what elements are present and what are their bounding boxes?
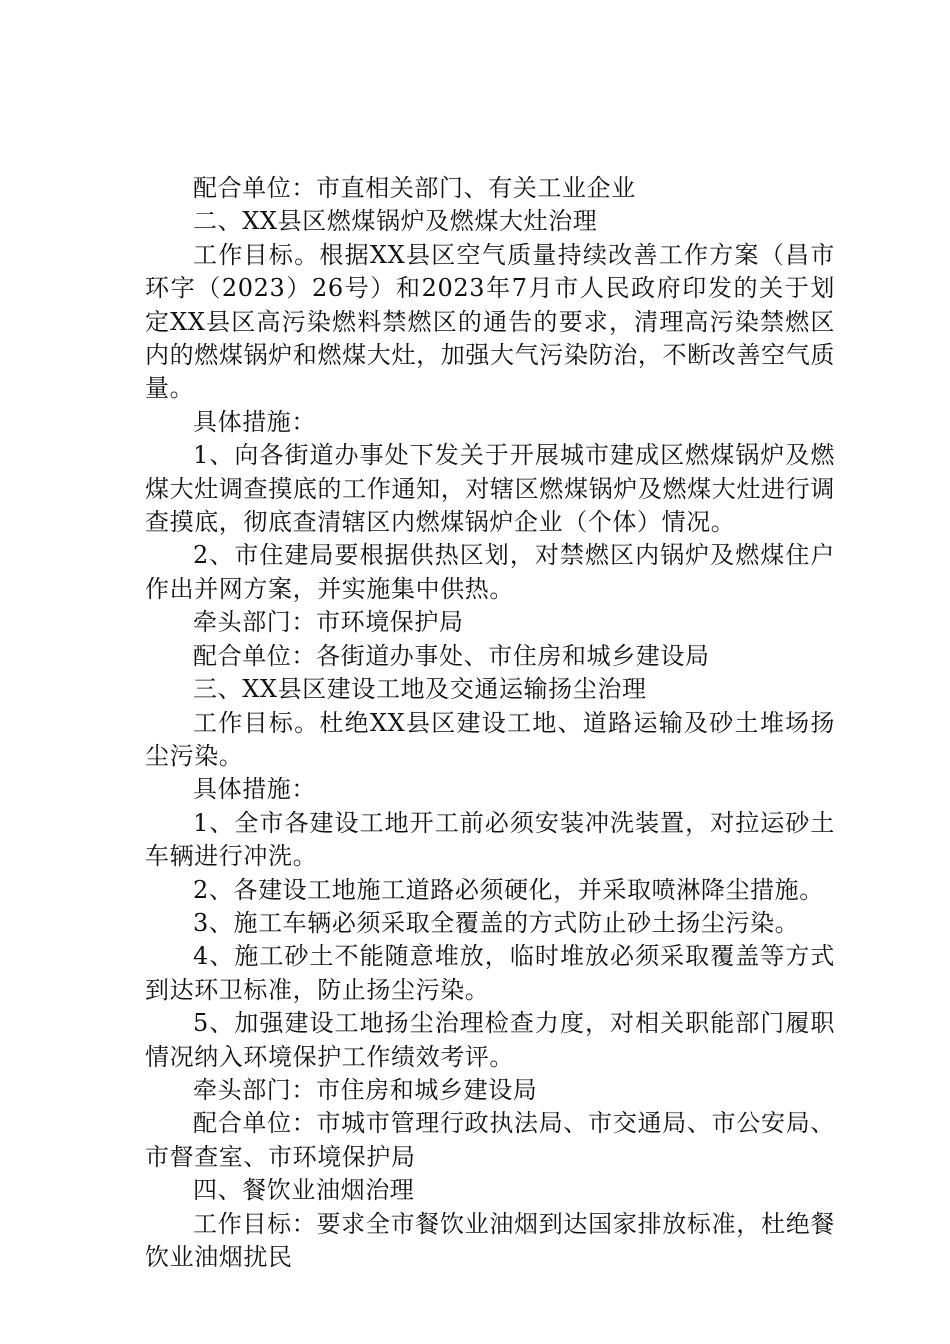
paragraph-measure-3-3: 3、施工车辆必须采取全覆盖的方式防止砂土扬尘污染。: [193, 908, 800, 937]
paragraph-work-goal-4: 工作目标：要求全市餐饮业油烟到达国家排放标准，杜绝餐饮业油烟扰民: [145, 1209, 835, 1271]
section-heading-3: 三、XX县区建设工地及交通运输扬尘治理: [193, 675, 647, 704]
section-heading-4: 四、餐饮业油烟治理: [193, 1176, 415, 1205]
paragraph-cooperating-units-3: 配合单位：市城市管理行政执法局、市交通局、市公安局、市督查室、市环境保护局: [145, 1109, 835, 1171]
paragraph-measure-3-4: 4、施工砂土不能随意堆放，临时堆放必须采取覆盖等方式到达环卫标准，防止扬尘污染。: [145, 942, 835, 1004]
paragraph-measures-label-3: 具体措施：: [193, 775, 316, 804]
paragraph-lead-dept-3: 牵头部门：市住房和城乡建设局: [193, 1075, 538, 1104]
section-heading-2: 二、XX县区燃煤锅炉及燃煤大灶治理: [193, 207, 598, 236]
paragraph-measures-label-2: 具体措施：: [193, 407, 316, 436]
paragraph-measure-3-5: 5、加强建设工地扬尘治理检查力度，对相关职能部门履职情况纳入环境保护工作绩效考评。: [145, 1009, 835, 1071]
paragraph-work-goal-2: 工作目标。根据XX县区空气质量持续改善工作方案（昌市环字（2023）26号）和2023年7月市人民政府印发的关于划定XX县区高污染燃料禁燃区的通告的要求，清理高污染禁燃区内的燃煤锅炉和燃煤大灶，加强大气污染防治，不断改善空气质量。: [145, 240, 835, 403]
paragraph-work-goal-3: 工作目标。杜绝XX县区建设工地、道路运输及砂土堆场扬尘污染。: [145, 708, 835, 770]
paragraph-cooperating-units-2: 配合单位：各街道办事处、市住房和城乡建设局: [193, 641, 710, 670]
paragraph-measure-3-2: 2、各建设工地施工道路必须硬化，并采取喷淋降尘措施。: [193, 875, 824, 904]
paragraph-measure-3-1: 1、全市各建设工地开工前必须安装冲洗装置，对拉运砂土车辆进行冲洗。: [145, 808, 835, 871]
paragraph-cooperating-units-1: 配合单位：市直相关部门、有关工业企业: [193, 174, 636, 202]
paragraph-lead-dept-2: 牵头部门：市环境保护局: [193, 608, 464, 637]
document-body: [145, 172, 835, 1274]
paragraph-measure-2-2: 2、市住建局要根据供热区划，对禁燃区内锅炉及燃煤住户作出并网方案，并实施集中供热。: [145, 541, 835, 603]
paragraph-measure-2-1: 1、向各街道办事处下发关于开展城市建成区燃煤锅炉及燃煤大灶调查摸底的工作通知，对辖区燃煤锅炉及燃煤大灶进行调查摸底，彻底查清辖区内燃煤锅炉企业（个体）情况。: [145, 441, 835, 537]
